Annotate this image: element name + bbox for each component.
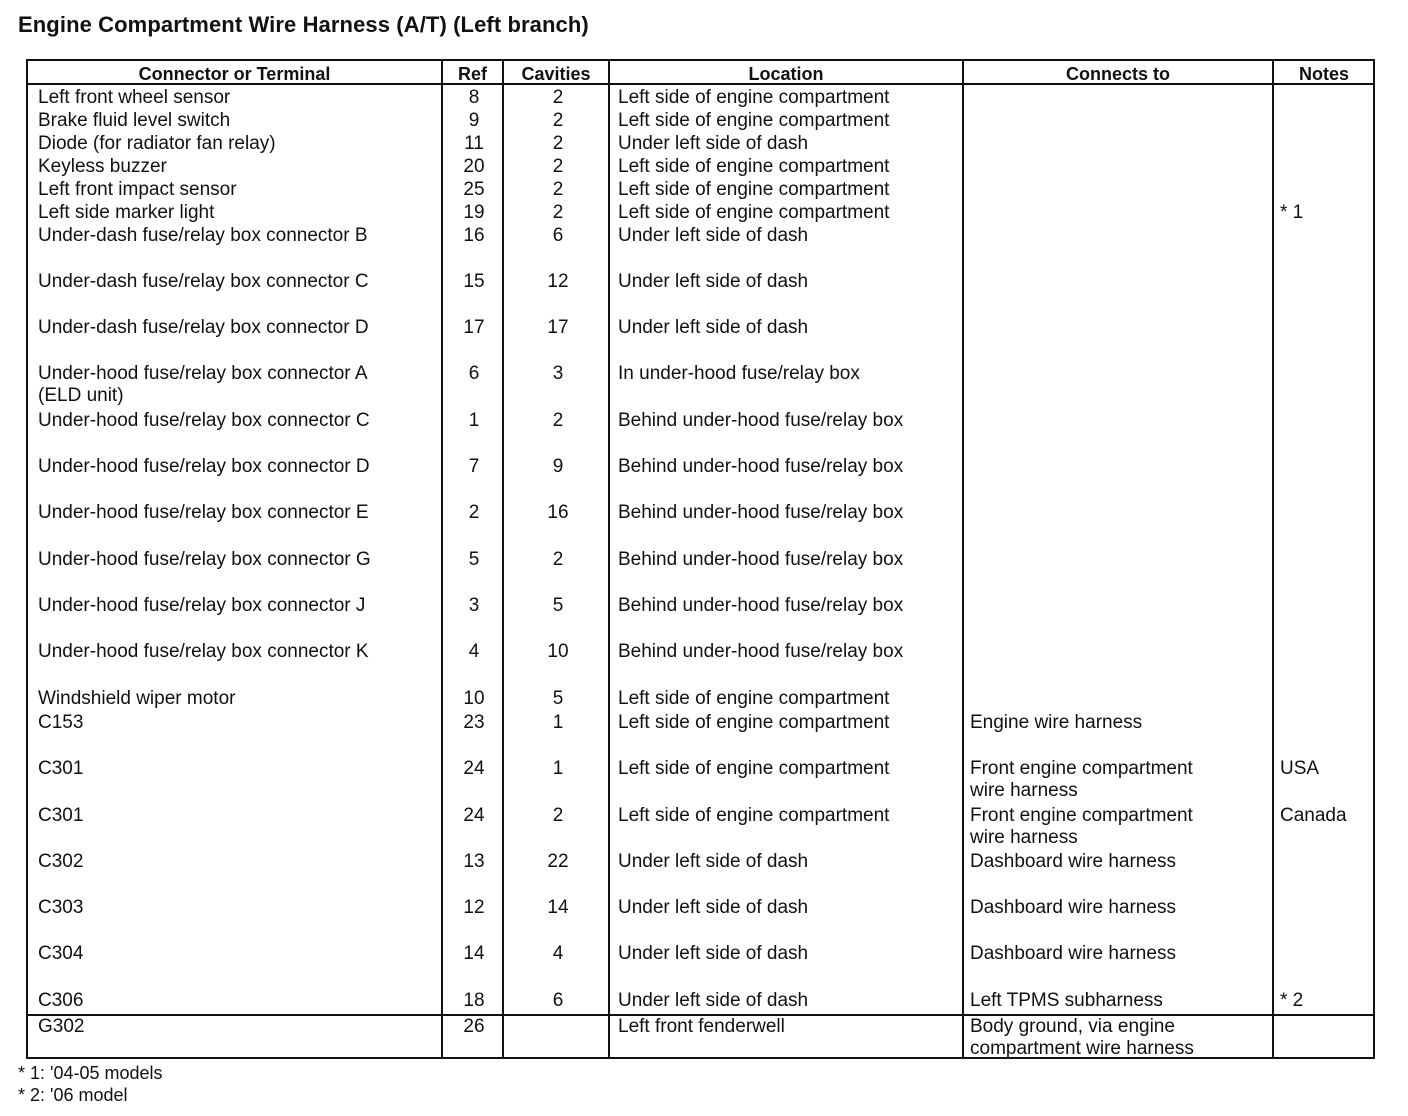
cavities-count: 14: [547, 897, 569, 918]
cavities-count: 6: [552, 225, 564, 246]
cavities-count: 2: [552, 179, 564, 200]
connector-name: Under-dash fuse/relay box connector C: [38, 271, 369, 292]
cavities-count: 2: [552, 87, 564, 108]
location: Left front fenderwell: [618, 1016, 785, 1037]
connector-name: C304: [38, 943, 84, 964]
connector-name: Left front wheel sensor: [38, 87, 231, 108]
cavities-count: 16: [547, 502, 569, 523]
ref-number: 2: [468, 502, 480, 523]
connector-name: Under-hood fuse/relay box connector J: [38, 595, 366, 616]
header-connector: Connector or Terminal: [138, 64, 331, 84]
location: Under left side of dash: [618, 133, 809, 154]
footnotes: [18, 1062, 163, 1106]
ref-number: 8: [468, 87, 480, 108]
ref-number: 19: [463, 202, 485, 223]
cavities-count: 2: [552, 156, 564, 177]
column-divider: [1272, 61, 1274, 1057]
ref-number: 6: [468, 363, 480, 384]
connector-name: C303: [38, 897, 84, 918]
location: Behind under-hood fuse/relay box: [618, 502, 904, 523]
ref-number: 24: [463, 758, 485, 779]
ref-number: 14: [463, 943, 485, 964]
location: Behind under-hood fuse/relay box: [618, 595, 904, 616]
cavities-count: 1: [552, 758, 564, 779]
note: * 2: [1280, 990, 1304, 1011]
connector-name: Under-hood fuse/relay box connector D: [38, 456, 370, 477]
connector-name: C301: [38, 758, 84, 779]
ref-number: 9: [468, 110, 480, 131]
page-title: Engine Compartment Wire Harness (A/T) (Left branch): [18, 12, 589, 37]
connector-name: Under-hood fuse/relay box connector G: [38, 549, 371, 570]
connector-name: C302: [38, 851, 84, 872]
ref-number: 17: [463, 317, 485, 338]
ref-number: 26: [463, 1016, 485, 1037]
connects-to: Front engine compartment wire harness: [970, 758, 1193, 801]
footnote: * 2: '06 model: [18, 1085, 128, 1105]
ref-number: 12: [463, 897, 485, 918]
location: Left side of engine compartment: [618, 87, 890, 108]
location: Behind under-hood fuse/relay box: [618, 456, 904, 477]
connector-name: Under-hood fuse/relay box connector C: [38, 410, 370, 431]
location: Behind under-hood fuse/relay box: [618, 549, 904, 570]
connector-name: Under-dash fuse/relay box connector D: [38, 317, 369, 338]
ref-number: 3: [468, 595, 480, 616]
header-location: Location: [748, 64, 824, 84]
ref-number: 20: [463, 156, 485, 177]
location: Under left side of dash: [618, 317, 809, 338]
ref-number: 16: [463, 225, 485, 246]
location: Under left side of dash: [618, 990, 809, 1011]
location: Left side of engine compartment: [618, 179, 890, 200]
header-connects-to: Connects to: [1065, 64, 1170, 84]
connector-name: Keyless buzzer: [38, 156, 167, 177]
cavities-count: 9: [552, 456, 564, 477]
cavities-count: 2: [552, 110, 564, 131]
cavities-count: 3: [552, 363, 564, 384]
connector-name: Left front impact sensor: [38, 179, 237, 200]
cavities-count: 17: [547, 317, 569, 338]
location: Left side of engine compartment: [618, 712, 890, 733]
connector-name: Windshield wiper motor: [38, 688, 236, 709]
header-ref: Ref: [457, 64, 487, 84]
location: Left side of engine compartment: [618, 758, 890, 779]
column-divider: [502, 61, 504, 1057]
cavities-count: 2: [552, 202, 564, 223]
connects-to: Body ground, via engine compartment wire harness: [970, 1016, 1194, 1059]
connects-to: Dashboard wire harness: [970, 851, 1176, 872]
header-notes: Notes: [1298, 64, 1349, 84]
note: * 1: [1280, 202, 1304, 223]
ref-number: 23: [463, 712, 485, 733]
cavities-count: 1: [552, 712, 564, 733]
cavities-count: 12: [547, 271, 569, 292]
ref-number: 25: [463, 179, 485, 200]
cavities-count: 22: [547, 851, 569, 872]
ref-number: 15: [463, 271, 485, 292]
cavities-count: 5: [552, 595, 564, 616]
ref-number: 11: [464, 133, 484, 154]
connects-to: Left TPMS subharness: [970, 990, 1163, 1011]
connector-name: Under-hood fuse/relay box connector E: [38, 502, 369, 523]
location: Left side of engine compartment: [618, 688, 890, 709]
location: Behind under-hood fuse/relay box: [618, 641, 904, 662]
ref-number: 10: [463, 688, 485, 709]
ref-number: 24: [463, 805, 485, 826]
location: Behind under-hood fuse/relay box: [618, 410, 904, 431]
cavities-count: 6: [552, 990, 564, 1011]
connector-name: C301: [38, 805, 84, 826]
connects-to: Dashboard wire harness: [970, 897, 1176, 918]
connector-name: Under-hood fuse/relay box connector A (ELD unit): [38, 363, 368, 406]
note: Canada: [1280, 805, 1347, 826]
location: Left side of engine compartment: [618, 805, 890, 826]
location: Under left side of dash: [618, 271, 809, 292]
cavities-count: 2: [552, 410, 564, 431]
header-cavities: Cavities: [521, 64, 591, 84]
connector-name: Brake fluid level switch: [38, 110, 231, 131]
location: Left side of engine compartment: [618, 110, 890, 131]
connector-name: C153: [38, 712, 84, 733]
connects-to: Engine wire harness: [970, 712, 1143, 733]
cavities-count: 2: [552, 133, 564, 154]
connector-name: Under-hood fuse/relay box connector K: [38, 641, 369, 662]
cavities-count: 2: [552, 805, 564, 826]
connector-name: Under-dash fuse/relay box connector B: [38, 225, 368, 246]
connector-name: C306: [38, 990, 84, 1011]
connects-to: Dashboard wire harness: [970, 943, 1176, 964]
cavities-count: 4: [552, 943, 564, 964]
connector-name: G302: [38, 1016, 85, 1037]
location: Under left side of dash: [618, 851, 809, 872]
location: In under-hood fuse/relay box: [618, 363, 860, 384]
cavities-count: 5: [552, 688, 564, 709]
location: Under left side of dash: [618, 943, 809, 964]
location: Left side of engine compartment: [618, 202, 890, 223]
ref-number: 1: [468, 410, 480, 431]
ref-number: 5: [468, 549, 480, 570]
ref-number: 18: [463, 990, 485, 1011]
note: USA: [1280, 758, 1320, 779]
ref-number: 4: [468, 641, 480, 662]
location: Under left side of dash: [618, 897, 809, 918]
connector-name: Diode (for radiator fan relay): [38, 133, 276, 154]
cavities-count: 10: [547, 641, 569, 662]
cavities-count: 2: [552, 549, 564, 570]
connects-to: Front engine compartment wire harness: [970, 805, 1193, 848]
connector-name: Left side marker light: [38, 202, 215, 223]
harness-table: [26, 59, 1375, 1059]
location: Left side of engine compartment: [618, 156, 890, 177]
ref-number: 13: [463, 851, 485, 872]
location: Under left side of dash: [618, 225, 809, 246]
footnote: * 1: '04-05 models: [18, 1063, 163, 1083]
ref-number: 7: [468, 456, 480, 477]
